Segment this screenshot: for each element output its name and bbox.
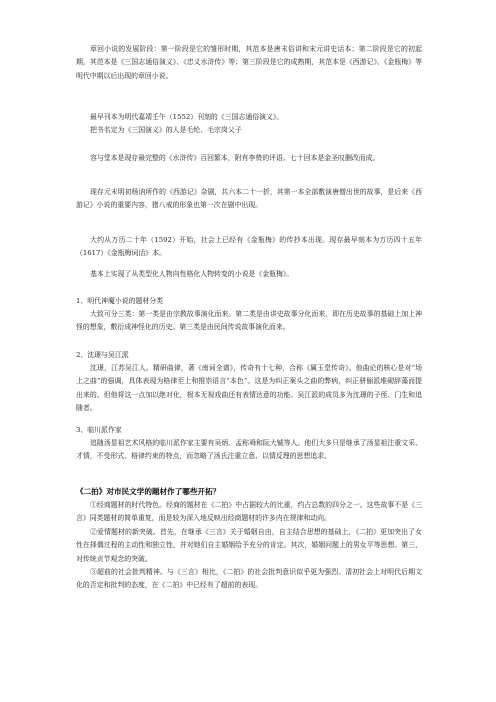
text-shenjing: 沈璟，江苏吴江人。精研曲律，著《南词全谱》，传奇有十七种，合称《属玉堂传奇》。他曲论的核心是对“场上之曲”的强调，具体表现为格律至上和推崇语言“本色”。这是为纠正案头之曲的弊病，纠正骈俪派堆砌辞藻而提出来的。但他将这一点加以绝对化，根本无视戏曲还有表情达意的功能。吴江派的成员多为沈璟的子侄、门生和追随者。	[76, 364, 422, 413]
text-shuihu: 容与堂本是现存最完整的《水浒传》百回繁本，附有李贽的评语。七十回本是金圣叹删改而成。	[90, 154, 380, 162]
section-title: 《二拍》对市民文学的题材作了哪些开拓？	[76, 487, 221, 496]
paragraph-earliest-edition	[76, 111, 422, 138]
paragraph-shuihu	[76, 152, 422, 165]
heading-shenmo: 1、明代神魔小说的题材分类	[76, 297, 164, 305]
text-novel-stages: 章回小说的发展阶段：第一阶段是它的雏形时期，其范本是唐末俗讲和宋元讲史话本；第二阶段是它的初起期，其范本是《三国志通俗演义》、《忠义水浒传》等；第三阶段是它的成熟期，其范本是《西游记》、《金瓶梅》等明代中期以后出现的章回小说。	[76, 45, 422, 80]
paragraph-xiyouji	[76, 186, 422, 213]
heading-shenjing: 2、沈璟与吴江派	[76, 351, 129, 359]
paragraph-erpai-answers	[76, 499, 422, 593]
text-xiyouji: 现存元末明初杨讷所作的《西游记》杂剧，共六本二十一折，其第一本全部敷演唐僧出世的故事，是后来《西游记》小说的重要内容，猪八戒的形象也第一次在剧中出现。	[76, 188, 422, 210]
text-answer-3: ③超前的社会批判精神。与《三言》相比，《二拍》的社会批判意识似乎更为强烈。清初社会上对明代后期文化的否定和批判的态度，在《二拍》中已经有了超前的表现。	[76, 568, 422, 590]
paragraph-jinpingmei	[76, 234, 422, 261]
text-linchuan: 追随汤显祖艺术风格的临川派作家主要有吴炳、孟称舜和阮大铖等人。他们大多只是继承了汤显祖注重文采、才情，不受形式、格律约束的特点，而忽略了汤氏注重立意、以情反理的思想追求。	[76, 439, 422, 461]
text-answer-2: ②爱情题材的新突破。首先，在继承《三言》关于婚姻自由，自主结合思想的基础上，《二拍》更加突出了女性在择偶过程的主动性和独立性，并对她们自主婚姻给予充分的肯定。其次，婚姻问题上的男女平等思想。第三，对传统贞节观念的突破。	[76, 527, 422, 563]
paragraph-linchuan	[76, 437, 422, 464]
text-answer-1: ①经商题材的时代特色。经商的题材在《二拍》中占据较大的比重，约占总数的四分之一。这些故事不是《三言》同类题材的简单重复，而是较为深入地反映出经商题材的许多内在规律和动向。	[76, 501, 422, 523]
text-title-setter: 把书名定为《三国演义》的人是毛纶、毛宗岗父子	[90, 126, 242, 135]
paragraph-shenjing	[76, 362, 422, 416]
paragraph-shenmo	[76, 308, 422, 335]
text-jinpingmei: 大约从万历二十年（1592）开始，社会上已经有《金瓶梅》的传抄本出现。现存最早刻本为万历四十五年（1617）《金瓶梅词话》本。	[76, 236, 422, 258]
text-character: 基本上实现了从类型化人物向性格化人物转变的小说是《金瓶梅》。	[90, 270, 294, 278]
paragraph-novel-stages	[76, 43, 422, 83]
text-earliest-edition: 最早刊本为明代嘉靖壬午（1552）刊刻的《三国志通俗演义》。	[90, 113, 284, 121]
heading-linchuan: 3、临川派作家	[76, 426, 122, 434]
paragraph-character	[76, 268, 422, 281]
text-shenmo: 大致可分三类：第一类是由宗教故事演化而来。第二类是由讲史故事分化而来，即在历史故事的基础上加上神怪的想象，敷衍成神怪化的历史。第三类是由民间传说故事演化而来。	[76, 310, 422, 332]
